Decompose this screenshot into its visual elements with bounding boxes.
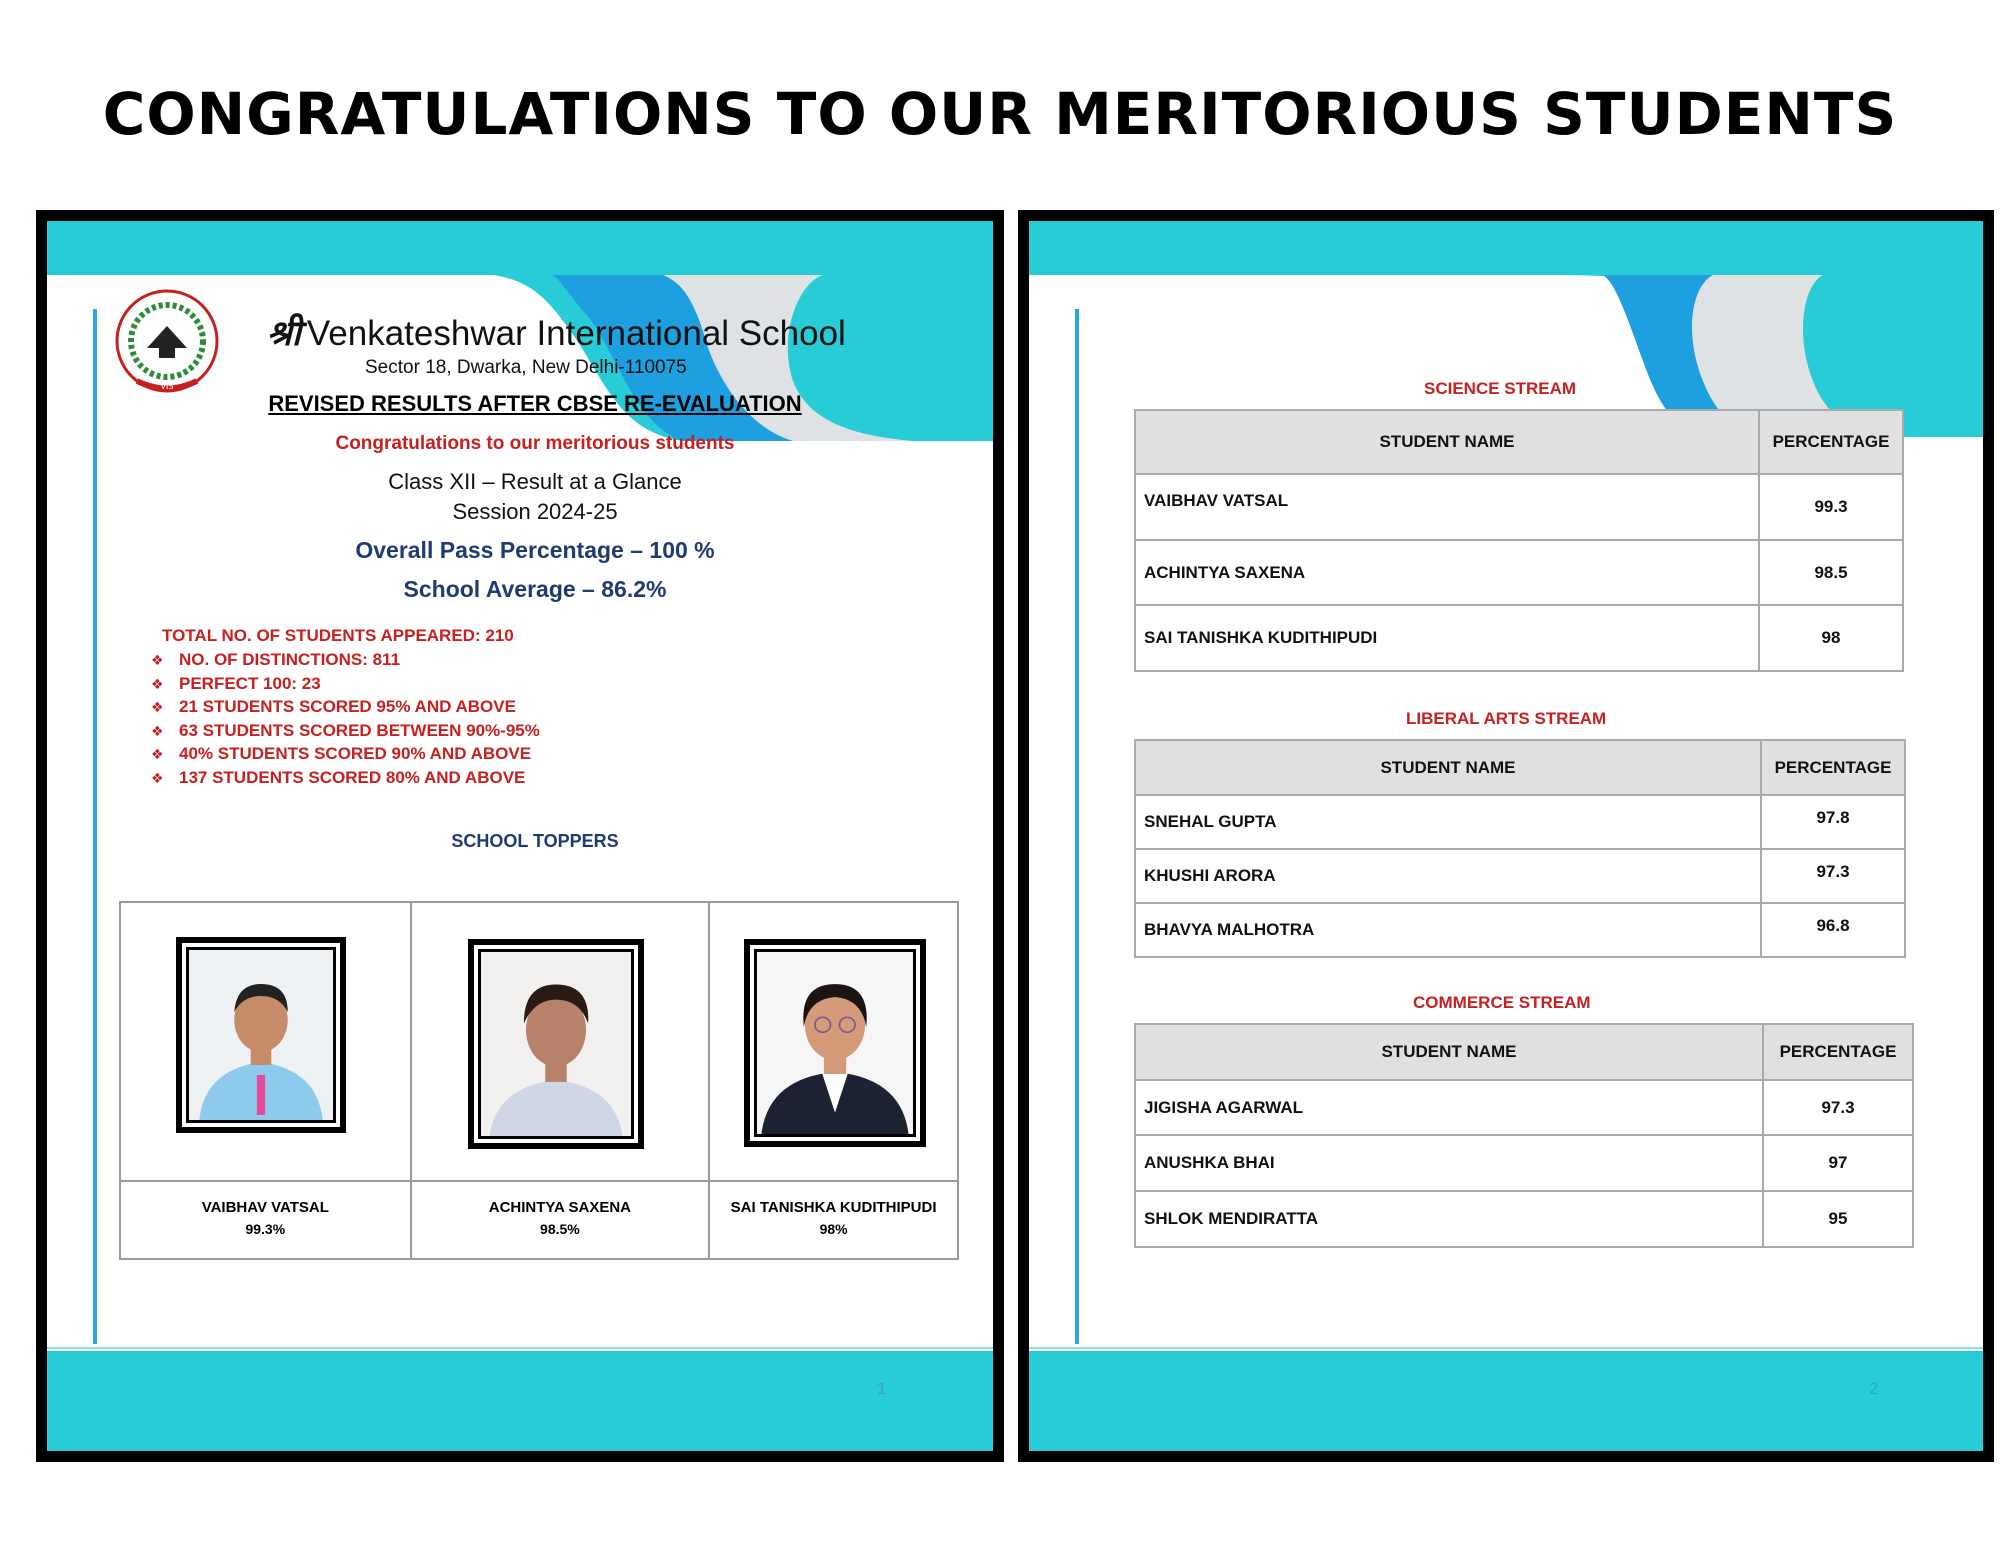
glance-title: Class XII – Result at a Glance (388, 469, 682, 494)
table-row (1135, 795, 1905, 849)
topper-percentage: 99.3% (245, 1221, 286, 1237)
stats-item (151, 742, 540, 766)
percentage-cell: 97.3 (1761, 849, 1905, 903)
school-crest-icon (107, 286, 227, 396)
topper-card (121, 903, 412, 1258)
column-header-name: STUDENT NAME (1135, 1024, 1763, 1080)
percentage-cell: 95 (1763, 1191, 1913, 1247)
bullet-icon: ❖ (151, 675, 164, 692)
science-stream-title: SCIENCE STREAM (1424, 379, 1577, 398)
footer-divider (47, 1347, 993, 1349)
percentage-cell: 97.3 (1763, 1080, 1913, 1135)
page-number: 1 (877, 1379, 887, 1398)
congratulations-line: Congratulations to our meritorious students (335, 433, 735, 454)
table-row (1135, 1080, 1913, 1135)
result-heading (47, 391, 993, 417)
science-table (1134, 409, 1904, 672)
school-name-text: Venkateshwar International School (306, 314, 846, 353)
stats-item-text: NO. OF DISTINCTIONS: 811 (179, 650, 401, 669)
column-header-percentage: PERCENTAGE (1763, 1024, 1913, 1080)
bullet-icon: ❖ (151, 699, 164, 715)
table-row (1135, 540, 1903, 605)
table-header-row (1135, 1024, 1913, 1080)
footer-divider (1029, 1347, 1983, 1349)
topper-percentage: 98% (819, 1221, 848, 1237)
result-heading-text: REVISED RESULTS AFTER CBSE RE-EVALUATION (268, 391, 802, 416)
table-row (1135, 849, 1905, 903)
student-name-cell: SNEHAL GUPTA (1135, 795, 1761, 849)
commerce-table (1134, 1023, 1914, 1248)
student-name-cell: SAI TANISHKA KUDITHIPUDI (1135, 605, 1759, 671)
student-name-cell: ACHINTYA SAXENA (1135, 540, 1759, 605)
stats-item-text: 137 STUDENTS SCORED 80% AND ABOVE (179, 767, 526, 787)
school-average: School Average – 86.2% (403, 576, 667, 602)
liberal-arts-table (1134, 739, 1906, 958)
page-number: 2 (1869, 1379, 1879, 1398)
svg-text:VIS: VIS (160, 382, 174, 391)
topper-name: VAIBHAV VATSAL (201, 1199, 329, 1216)
stats-item (151, 695, 540, 719)
stats-item (151, 766, 540, 790)
table-row (1135, 474, 1903, 540)
school-address: Sector 18, Dwarka, New Delhi-110075 (365, 357, 687, 378)
percentage-cell: 98 (1759, 605, 1903, 671)
main-heading: CONGRATULATIONS TO OUR MERITORIOUS STUDENTS (102, 80, 1898, 148)
table-row (1135, 903, 1905, 957)
stats-item-text: 40% STUDENTS SCORED 90% AND ABOVE (179, 744, 532, 763)
vertical-accent-line (93, 309, 97, 1344)
commerce-stream-title: COMMERCE STREAM (1413, 993, 1591, 1012)
table-header-row (1135, 410, 1903, 474)
bullet-icon: ❖ (151, 652, 164, 668)
bullet-icon: ❖ (151, 769, 164, 786)
topper-name: SAI TANISHKA KUDITHIPUDI (730, 1199, 937, 1216)
topper-photo (744, 939, 926, 1147)
topper-photo-cell (412, 903, 709, 1182)
column-header-name: STUDENT NAME (1135, 740, 1761, 795)
toppers-title: SCHOOL TOPPERS (451, 831, 619, 851)
topper-card (412, 903, 711, 1258)
student-portrait-icon (189, 950, 333, 1120)
stats-list (151, 648, 540, 789)
percentage-cell: 98.5 (1759, 540, 1903, 605)
bottom-color-band (47, 1351, 993, 1451)
topper-name: ACHINTYA SAXENA (488, 1199, 632, 1216)
liberal-arts-stream-title: LIBERAL ARTS STREAM (1406, 709, 1607, 728)
stats-item (151, 719, 540, 743)
stats-item (151, 672, 540, 696)
topper-percentage: 98.5% (540, 1221, 580, 1237)
student-portrait-icon (481, 952, 631, 1136)
student-name-cell: BHAVYA MALHOTRA (1135, 903, 1761, 957)
table-row (1135, 605, 1903, 671)
table-header-row (1135, 740, 1905, 795)
stats-item-text: 63 STUDENTS SCORED BETWEEN 90%-95% (179, 720, 540, 740)
bullet-icon: ❖ (151, 722, 164, 739)
column-header-percentage: PERCENTAGE (1761, 740, 1905, 795)
school-name (267, 309, 846, 356)
bullet-icon: ❖ (151, 746, 164, 762)
stats-item-text: PERFECT 100: 23 (179, 673, 321, 693)
session-label: Session 2024-25 (452, 499, 618, 524)
bottom-color-band (1029, 1351, 1983, 1451)
percentage-cell: 97 (1763, 1135, 1913, 1191)
topper-photo (176, 937, 346, 1133)
topper-photo (468, 939, 644, 1149)
school-name-prefix: श्री (267, 313, 301, 354)
topper-photo-cell (121, 903, 410, 1182)
student-portrait-icon (757, 952, 913, 1134)
table-row (1135, 1191, 1913, 1247)
vertical-accent-line (1075, 309, 1079, 1344)
column-header-percentage: PERCENTAGE (1759, 410, 1903, 474)
stats-item (151, 648, 540, 672)
topper-card (710, 903, 957, 1258)
toppers-table (119, 901, 959, 1260)
student-name-cell: ANUSHKA BHAI (1135, 1135, 1763, 1191)
table-row (1135, 1135, 1913, 1191)
student-name-cell: SHLOK MENDIRATTA (1135, 1191, 1763, 1247)
column-header-name: STUDENT NAME (1135, 410, 1759, 474)
percentage-cell: 99.3 (1759, 474, 1903, 540)
student-name-cell: KHUSHI ARORA (1135, 849, 1761, 903)
stats-total: TOTAL NO. OF STUDENTS APPEARED: 210 (162, 626, 514, 645)
topper-photo-cell (710, 903, 957, 1182)
stats-item-text: 21 STUDENTS SCORED 95% AND ABOVE (179, 697, 516, 716)
result-page-2 (1018, 210, 1994, 1462)
student-name-cell: JIGISHA AGARWAL (1135, 1080, 1763, 1135)
pass-percentage: Overall Pass Percentage – 100 % (355, 537, 715, 563)
percentage-cell: 96.8 (1761, 903, 1905, 957)
student-name-cell: VAIBHAV VATSAL (1135, 474, 1759, 540)
result-page-1 (36, 210, 1004, 1462)
percentage-cell: 97.8 (1761, 795, 1905, 849)
